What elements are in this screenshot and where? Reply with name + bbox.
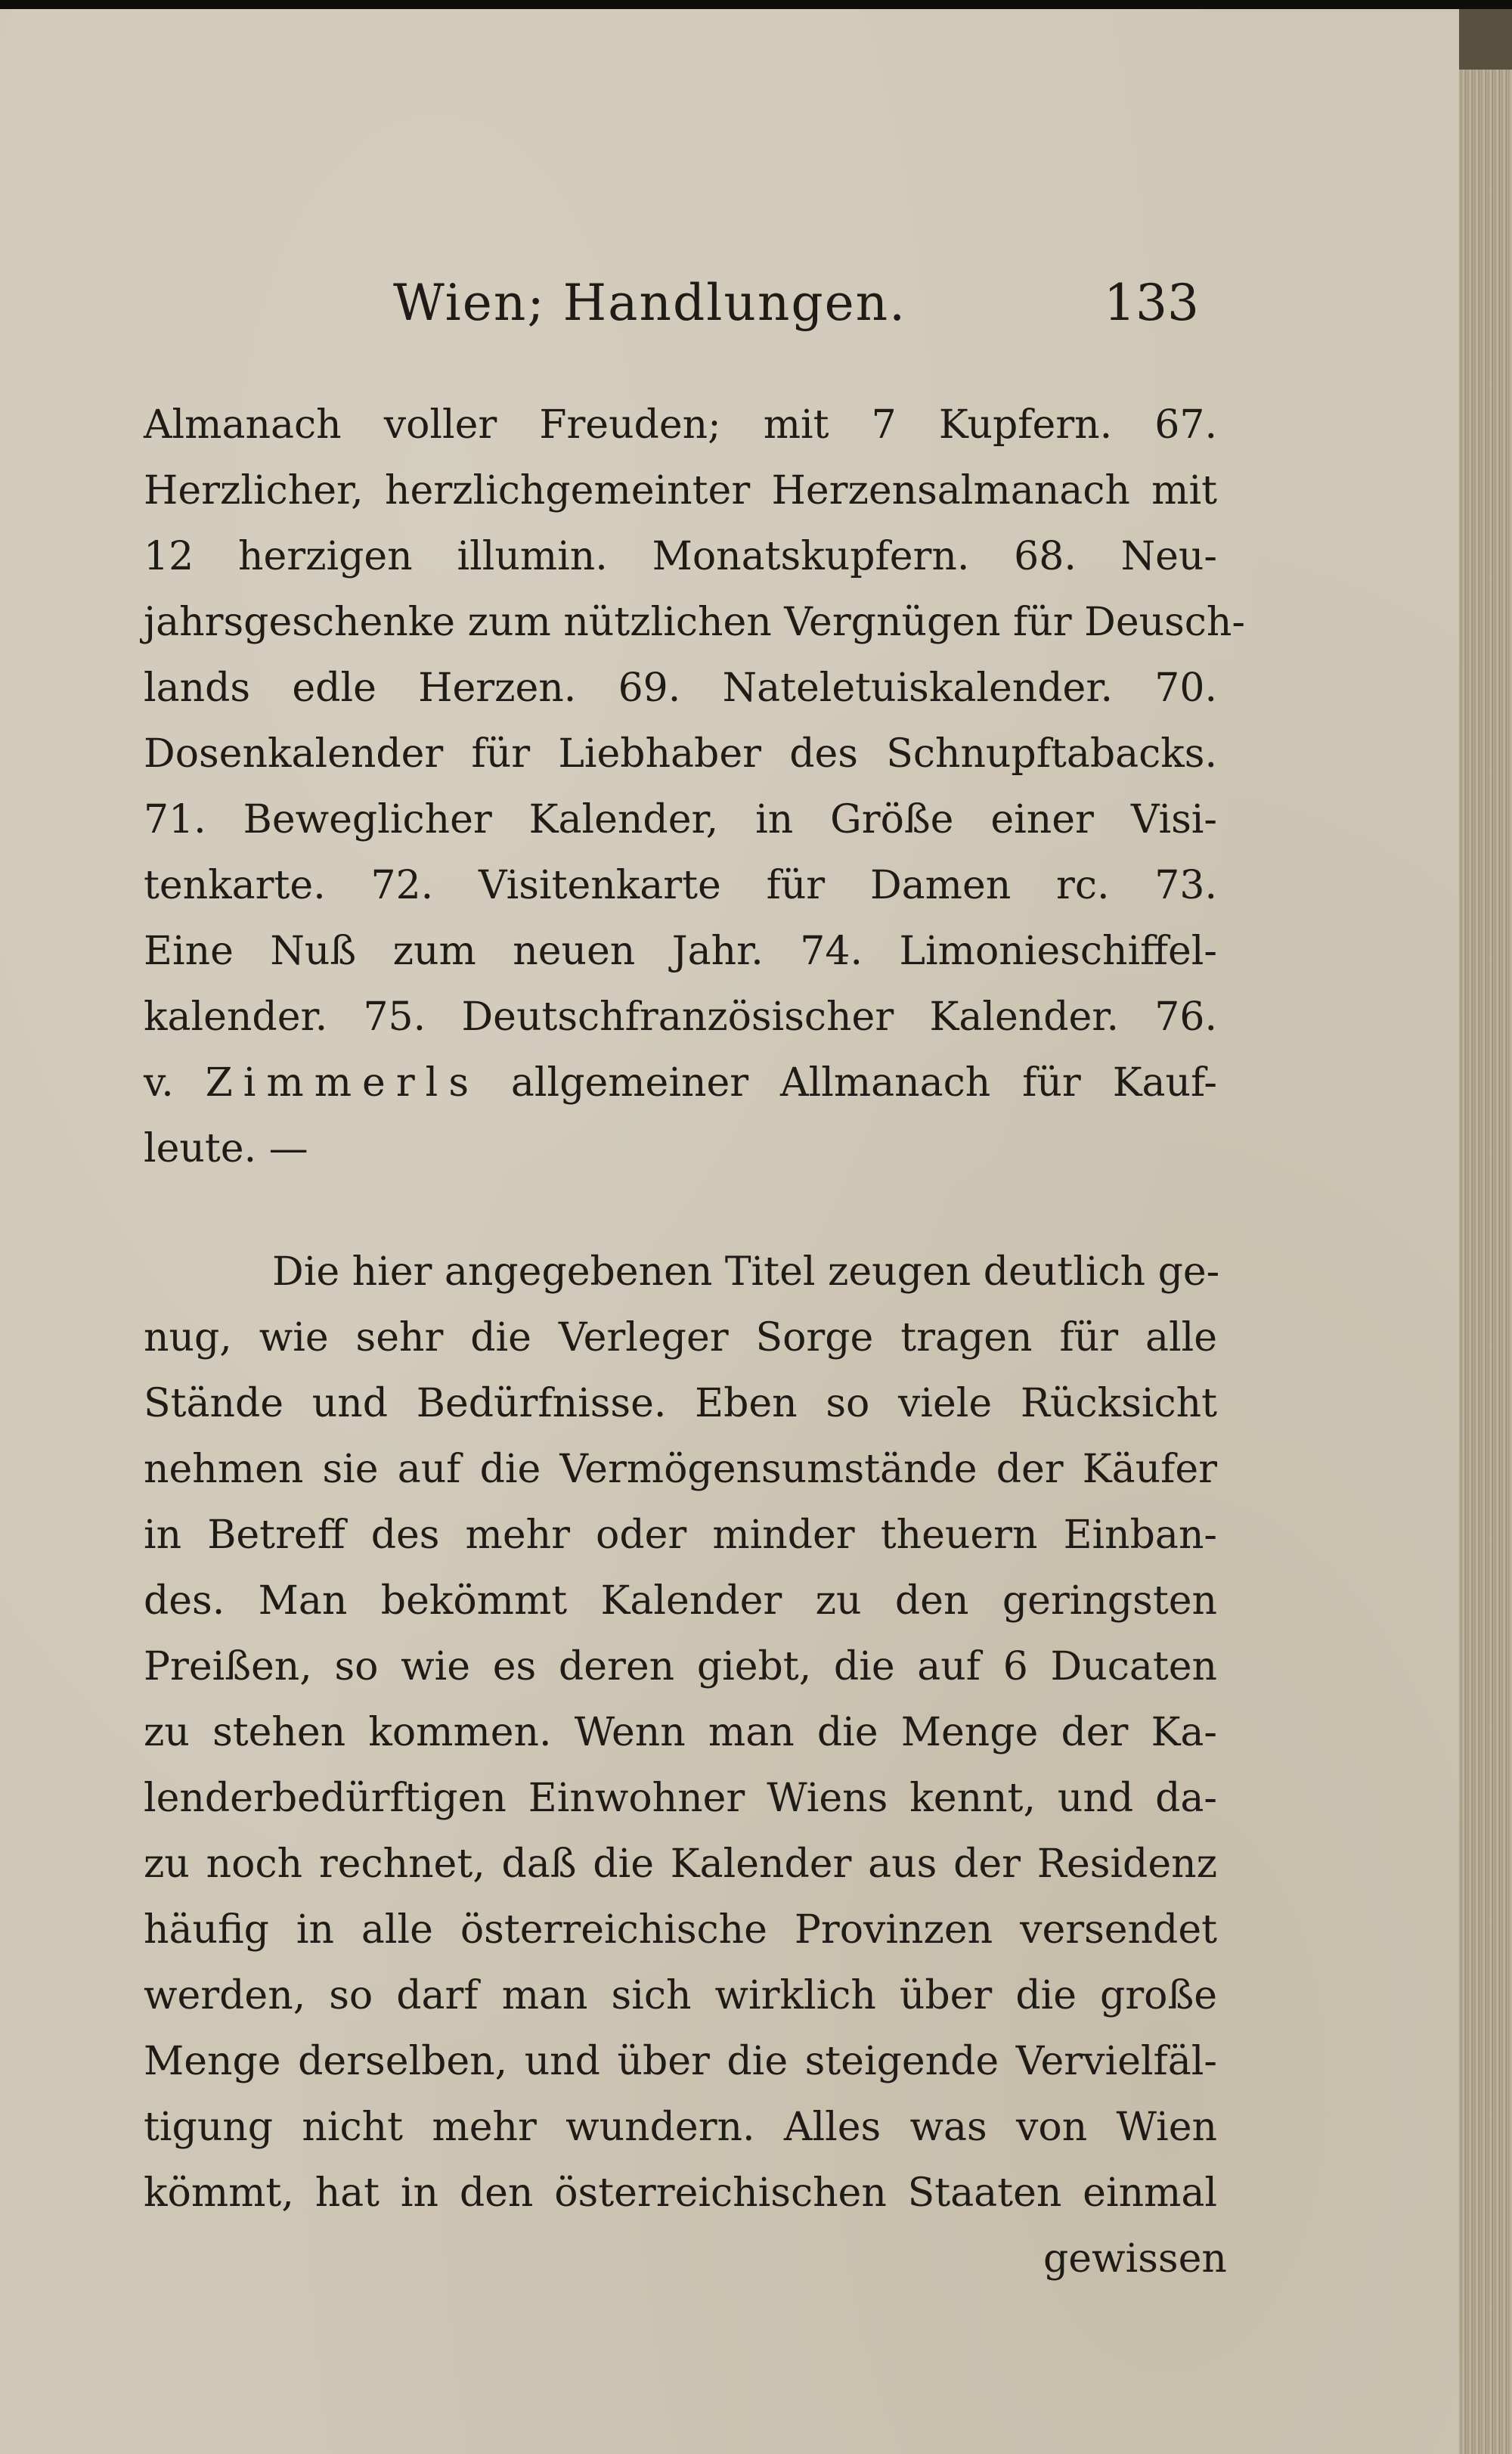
book-fore-edge xyxy=(1459,9,1512,2454)
paragraph-2-line-4: nehmen sie auf die Vermögensumstände der Käufer xyxy=(144,1447,1217,1492)
paragraph-2-line-12: werden, so darf man sich wirklich über die große xyxy=(144,1973,1217,2018)
paragraph-1-line-3: 12 herzigen illumin. Monatskupfern. 68. Neu- xyxy=(144,534,1217,579)
paragraph-2-line-10: zu noch rechnet, daß die Kalender aus der Residenz xyxy=(144,1841,1217,1887)
paragraph-1-line-8: tenkarte. 72. Visitenkarte für Damen rc. 73. xyxy=(144,863,1217,908)
paragraph-2-line-8: zu stehen kommen. Wenn man die Menge der Ka- xyxy=(144,1710,1217,1755)
paragraph-1-line-7: 71. Beweglicher Kalender, in Größe einer Visi- xyxy=(144,797,1217,842)
paragraph-1-line-9: Eine Nuß zum neuen Jahr. 74. Limonieschiffel- xyxy=(144,929,1217,974)
paragraph-1-line-2: Herzlicher, herzlichgemeinter Herzensalmanach mit xyxy=(144,468,1217,513)
page-number: 133 xyxy=(1104,274,1199,332)
paragraph-2-line-11: häufig in alle österreichische Provinzen versendet xyxy=(144,1907,1217,1953)
paragraph-1-line-11: v. Zimmerls allgemeiner Allmanach für Kauf- xyxy=(144,1060,1218,1106)
paragraph-2-line-1: Die hier angegebenen Titel zeugen deutlich ge- xyxy=(272,1249,1220,1295)
paragraph-2-line-14: tigung nicht mehr wundern. Alles was von Wien xyxy=(144,2105,1217,2150)
paragraph-1-line-1: Almanach voller Freuden; mit 7 Kupfern. 67. xyxy=(144,402,1217,448)
paragraph-2-line-15: kömmt, hat in den österreichischen Staaten einmal xyxy=(144,2170,1217,2216)
paragraph-1-line-10: kalender. 75. Deutschfranzösischer Kalender. 76. xyxy=(144,994,1217,1040)
paragraph-2-line-3: Stände und Bedürfnisse. Eben so viele Rücksicht xyxy=(144,1381,1217,1426)
spaced-name: Zimmerls xyxy=(205,1060,479,1106)
paragraph-2-line-5: in Betreff des mehr oder minder theuern Einban- xyxy=(144,1512,1217,1558)
paragraph-2-line-6: des. Man bekömmt Kalender zu den geringsten xyxy=(144,1578,1217,1624)
paragraph-2-line-13: Menge derselben, und über die steigende Vervielfäl- xyxy=(144,2039,1217,2084)
paragraph-1-line-4: jahrsgeschenke zum nützlichen Vergnügen für Deusch- xyxy=(144,600,1245,645)
paragraph-2-line-2: nug, wie sehr die Verleger Sorge tragen für alle xyxy=(144,1315,1217,1360)
top-scan-border xyxy=(0,0,1512,9)
paragraph-2-line-9: lenderbedürftigen Einwohner Wiens kennt, und da- xyxy=(144,1776,1217,1821)
paragraph-1-line-5: lands edle Herzen. 69. Nateletuiskalender. 70. xyxy=(144,665,1217,711)
paragraph-2-line-7: Preißen, so wie es deren giebt, die auf 6 Ducaten xyxy=(144,1644,1217,1689)
book-fore-edge-shadow xyxy=(1459,9,1512,70)
paragraph-1-line-12: leute. — xyxy=(144,1126,308,1171)
book-page xyxy=(0,9,1459,2454)
running-head-title: Wien; Handlungen. xyxy=(393,274,907,332)
paragraph-1-line-6: Dosenkalender für Liebhaber des Schnupftabacks. xyxy=(144,731,1217,777)
catchword: gewissen xyxy=(1043,2236,1227,2282)
